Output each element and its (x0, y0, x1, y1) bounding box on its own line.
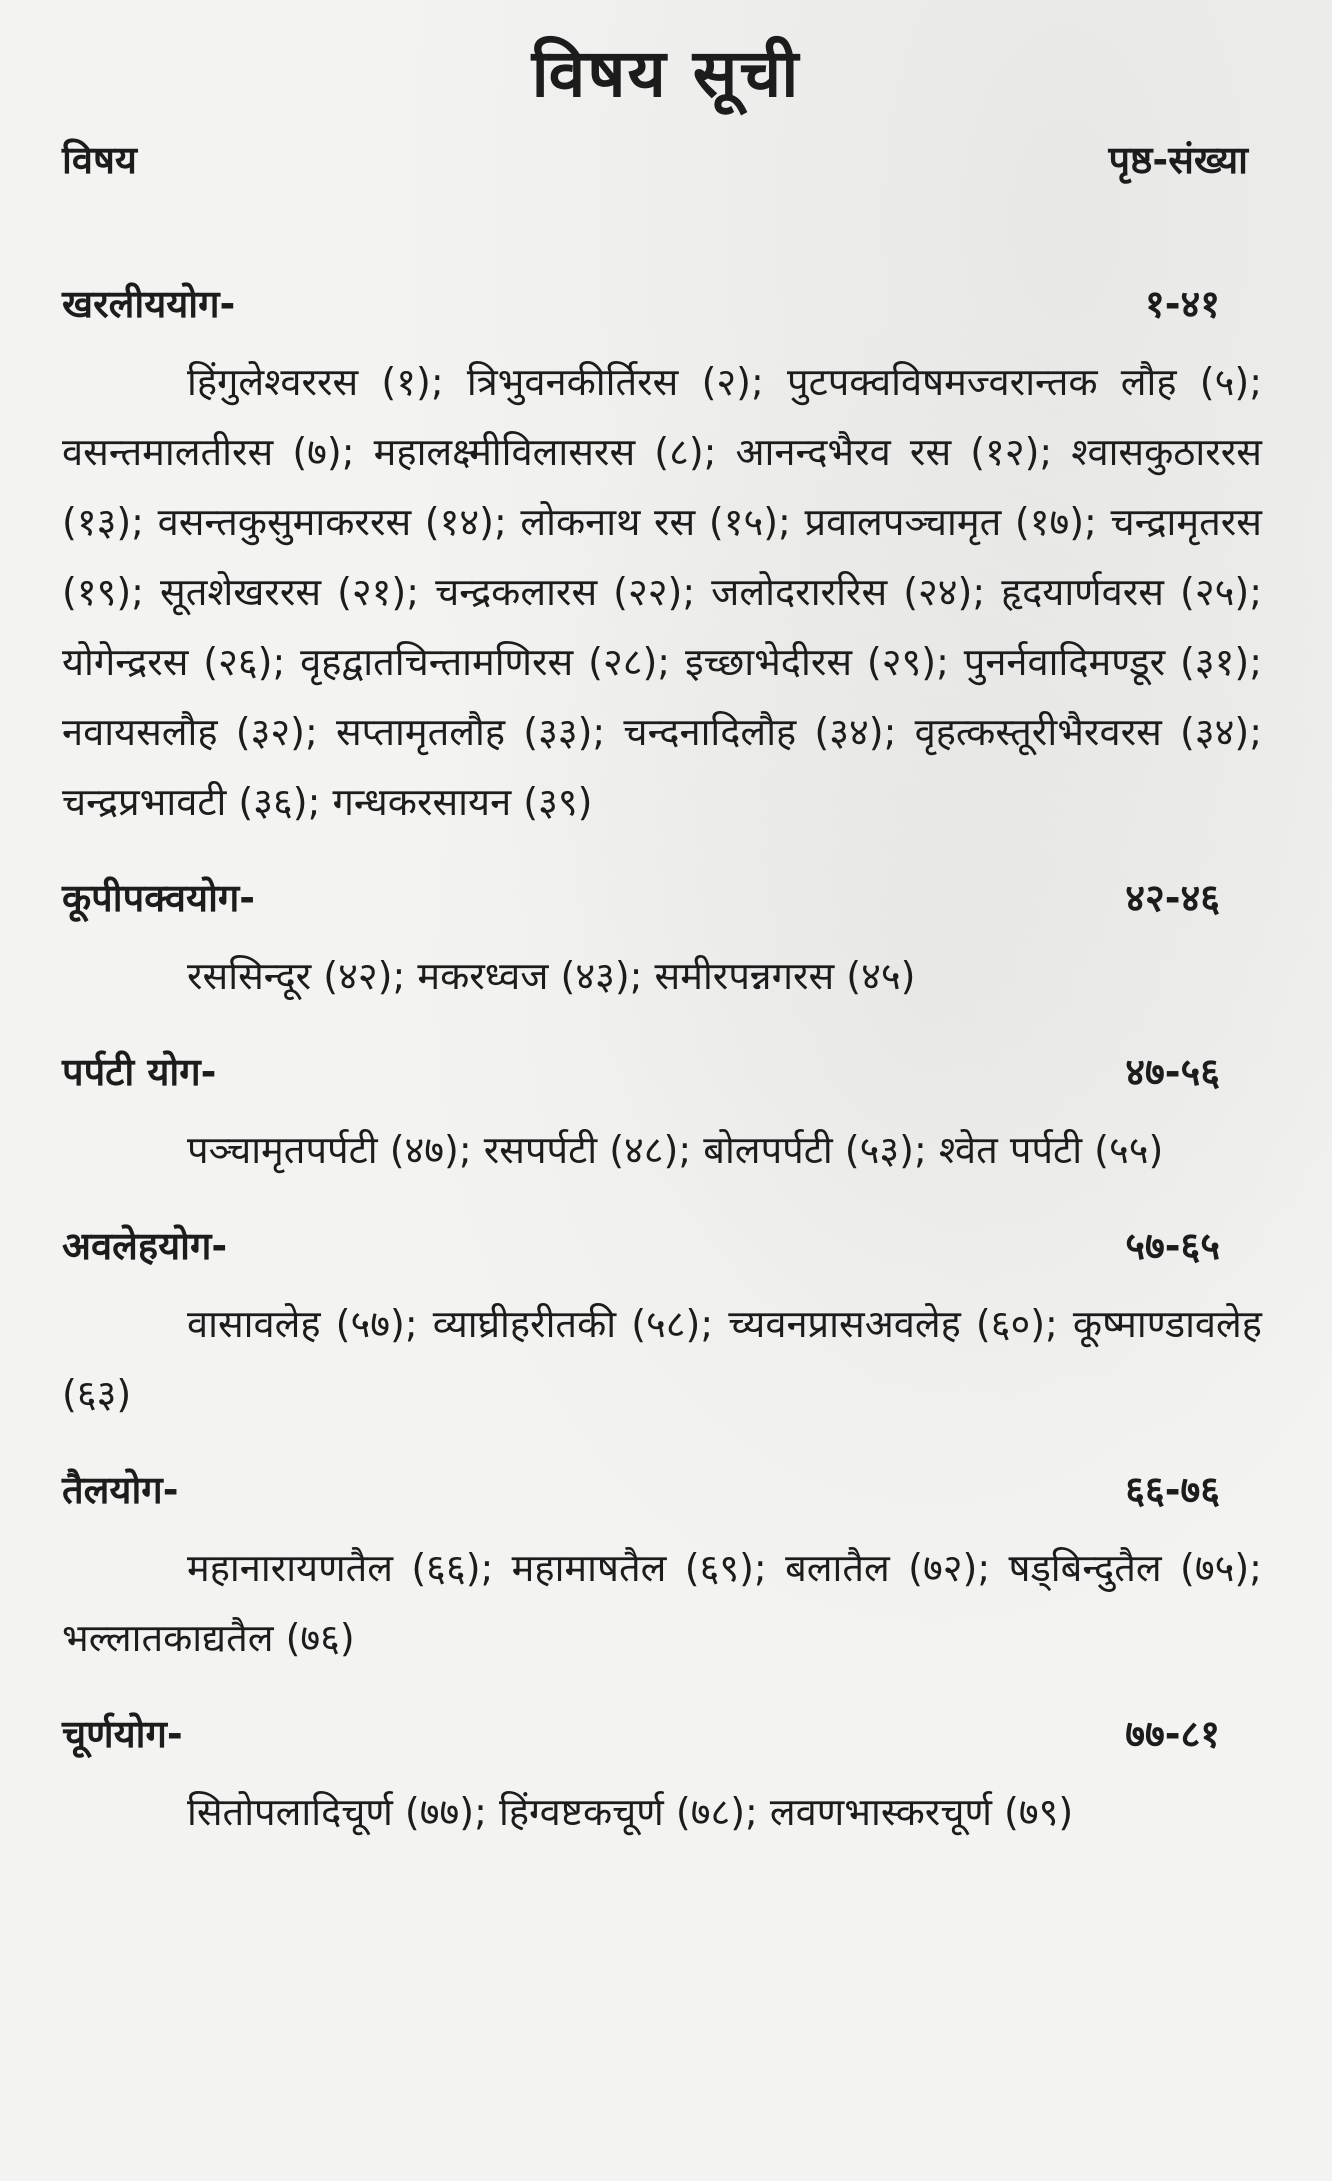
section-header (62, 1219, 1270, 1271)
section-entries: हिंगुलेश्वररस (१); त्रिभुवनकीर्तिरस (२); पुटपक्वविषमज्वरान्तक लौह (५); वसन्तमालतीरस (७); महालक्ष्मीविलासरस (८); आनन्दभैरव रस (१२); श्वासकुठाररस (१३); वसन्तकुसुमाकररस (१४); लोकनाथ रस (१५); प्रवालपञ्चामृत (१७); चन्द्रामृतरस (१९); सूतशेखररस (२१); चन्द्रकलारस (२२); जलोदराररिस (२४); हृदयार्णवरस (२५); योगेन्द्ररस (२६); वृहद्वातचिन्तामणिरस (२८); इच्छाभेदीरस (२९); पुनर्नवादिमण्डूर (३१); नवायसलौह (३२); सप्तामृतलौह (३३); चन्दनादिलौह (३४); वृहत्कस्तूरीभैरवरस (३४); चन्द्रप्रभावटी (३६); गन्धकरसायन (३९) (62, 359, 1262, 824)
section-page-range: ६६-७६ (1125, 1467, 1220, 1512)
section-heading: कूपीपक्वयोग- (62, 875, 256, 920)
page-number-column-header: पृष्ठ-संख्या (1108, 137, 1248, 182)
section-page-range: ५७-६५ (1125, 1223, 1220, 1268)
section-page-range: १-४१ (1144, 281, 1220, 326)
index-section-parpati (62, 1045, 1270, 1185)
section-header (62, 1463, 1270, 1515)
page-title: विषय सूची (531, 35, 801, 112)
section-page-range: ७७-८१ (1125, 1711, 1220, 1756)
index-section-kharaliya (62, 277, 1270, 837)
index-section-churna (62, 1707, 1270, 1847)
section-entries: वासावलेह (५७); व्याघ्रीहरीतकी (५८); च्यवनप्रासअवलेह (६०); कूष्माण्डावलेह (६३) (62, 1301, 1262, 1416)
section-entries: सितोपलादिचूर्ण (७७); हिंग्वष्टकचूर्ण (७८); लवणभास्करचूर्ण (७९) (187, 1789, 1074, 1834)
section-heading: तैलयोग- (62, 1467, 179, 1512)
section-heading: चूर्णयोग- (62, 1711, 183, 1756)
section-header (62, 277, 1270, 329)
section-entries: रससिन्दूर (४२); मकरध्वज (४३); समीरपन्नगरस (४५) (187, 953, 916, 998)
subject-column-header: विषय (62, 137, 137, 182)
index-section-kupipakva (62, 871, 1270, 1011)
section-header (62, 1045, 1270, 1097)
section-entries: पञ्चामृतपर्पटी (४७); रसपर्पटी (४८); बोलपर्पटी (५३); श्वेत पर्पटी (५५) (187, 1127, 1164, 1172)
section-heading: खरलीययोग- (62, 281, 236, 326)
index-section-taila (62, 1463, 1270, 1673)
section-header (62, 1707, 1270, 1759)
section-page-range: ४२-४६ (1125, 875, 1220, 920)
index-section-avaleha (62, 1219, 1270, 1429)
section-page-range: ४७-५६ (1125, 1049, 1220, 1094)
section-header (62, 871, 1270, 923)
section-heading: पर्पटी योग- (62, 1049, 217, 1094)
column-headers (62, 133, 1270, 185)
section-entries: महानारायणतैल (६६); महामाषतैल (६९); बलातैल (७२); षड्बिन्दुतैल (७५); भल्लातकाद्यतैल (७६) (62, 1545, 1262, 1660)
section-heading: अवलेहयोग- (62, 1223, 228, 1268)
